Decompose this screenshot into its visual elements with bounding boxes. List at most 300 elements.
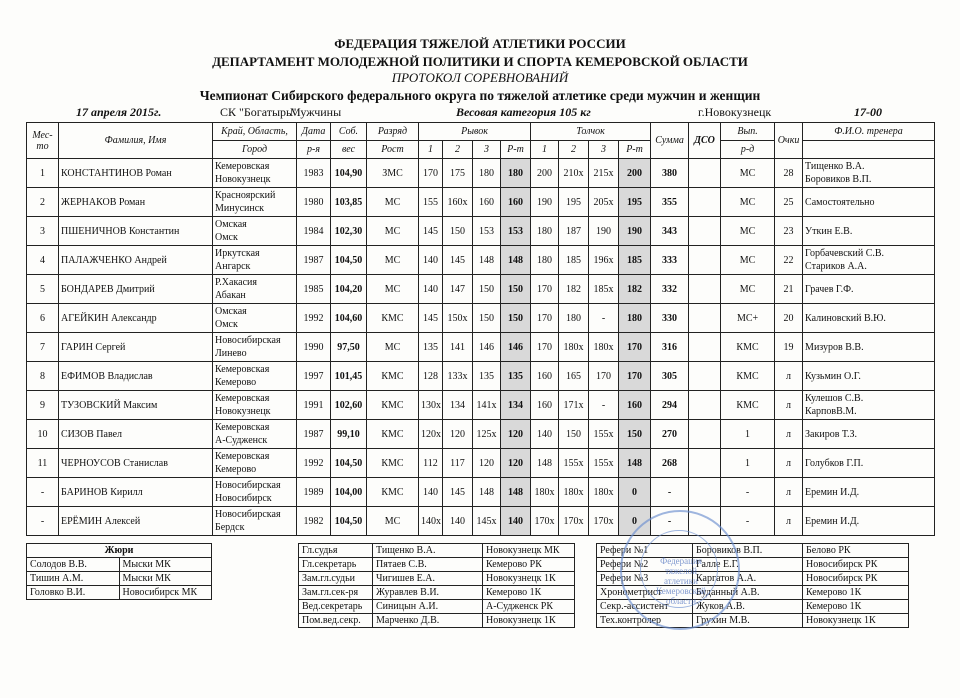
cell-s3: 148: [473, 246, 501, 275]
cell-region: Новосибирская: [215, 509, 281, 520]
cell-coach-2: КарповВ.М.: [805, 406, 857, 417]
referee-role: Тех.контролер: [597, 614, 693, 628]
cell-rank: МС: [367, 507, 419, 536]
header-championship: Чемпионат Сибирского федерального округа по тяжелой атлетике среди мужчин и женщин: [199, 88, 761, 103]
official-city: Новокузнецк 1К: [483, 614, 575, 628]
cell-dso: [689, 188, 721, 217]
cell-total: -: [651, 478, 689, 507]
cell-total: -: [651, 507, 689, 536]
table-row: [27, 304, 935, 333]
table-row: [27, 246, 935, 275]
jury-member-name: Солодов В.В.: [27, 558, 120, 572]
cell-coach: [803, 507, 935, 536]
cell-c2: 180: [559, 304, 589, 333]
cell-coach-1: Тищенко В.А.: [805, 161, 865, 172]
cell-dso: [689, 420, 721, 449]
cell-s1: 140: [419, 275, 443, 304]
referee-name: Боровиков В.П.: [693, 544, 803, 558]
cell-rank: МС: [367, 246, 419, 275]
cell-s2: 133х: [443, 362, 473, 391]
cell-coach-1: Еремин И.Д.: [805, 486, 860, 498]
cell-name: АГЕЙКИН Александр: [59, 304, 213, 333]
cell-c3: 180х: [589, 333, 619, 362]
official-role: Зам.гл.судьи: [299, 572, 373, 586]
cell-s3: 120: [473, 449, 501, 478]
cell-region: Омская: [215, 219, 247, 230]
cell-dob: 1985: [297, 275, 331, 304]
table-row: [27, 217, 935, 246]
cell-region: Иркутская: [215, 248, 260, 259]
jury-title: Жюри: [27, 544, 212, 558]
cell-coach-2: Боровиков В.П.: [805, 174, 872, 185]
cell-sr: 153: [501, 217, 531, 246]
cell-dso: [689, 217, 721, 246]
cell-cr: 180: [619, 304, 651, 333]
cell-name: ПШЕНИЧНОВ Константин: [59, 217, 213, 246]
cell-dob: 1992: [297, 304, 331, 333]
cell-total: 268: [651, 449, 689, 478]
col-dso: ДСО: [689, 123, 721, 159]
cell-ful: КМС: [721, 391, 775, 420]
referee-role: Хронометрист: [597, 586, 693, 600]
cell-c2: 182: [559, 275, 589, 304]
cell-sr: 135: [501, 362, 531, 391]
col-fulfilled: Вып.: [721, 123, 775, 141]
cell-rank: МС: [367, 217, 419, 246]
cell-dob: 1983: [297, 159, 331, 188]
cell-region: Красноярский: [215, 190, 276, 201]
cell-coach-1: Уткин Е.В.: [805, 225, 853, 237]
cell-s1: 140: [419, 478, 443, 507]
cell-c1: 180: [531, 217, 559, 246]
cell-c3: 185х: [589, 275, 619, 304]
meta-weight-class: Весовая категория 105 кг: [456, 105, 591, 119]
cell-s3: 141х: [473, 391, 501, 420]
cell-c1: 160: [531, 391, 559, 420]
cell-region-city: [213, 391, 297, 420]
table-row: [27, 333, 935, 362]
cell-place: 2: [27, 188, 59, 217]
cell-c1: 180: [531, 246, 559, 275]
cell-ful: 1: [721, 449, 775, 478]
cell-city: Омск: [215, 319, 238, 330]
cell-place: -: [27, 478, 59, 507]
cell-region: Новосибирская: [215, 335, 281, 346]
official-row: [299, 558, 575, 572]
cell-coach-1: Закиров Т.З.: [805, 428, 858, 440]
cell-pts: л: [775, 478, 803, 507]
cell-c1: 180х: [531, 478, 559, 507]
official-name: Пятаев С.В.: [373, 558, 483, 572]
referee-city: Белово РК: [803, 544, 909, 558]
cell-coach-1: Калиновский В.Ю.: [805, 312, 886, 324]
jury-member-name: Головко В.И.: [27, 586, 120, 600]
results-body: [27, 159, 935, 536]
cell-c2: 171х: [559, 391, 589, 420]
cell-c1: 190: [531, 188, 559, 217]
cell-s1: 145: [419, 304, 443, 333]
cell-region-city: [213, 420, 297, 449]
col-bw2: вес: [331, 141, 367, 159]
referee-name: Грухин М.В.: [693, 614, 803, 628]
cell-bw: 104,50: [331, 449, 367, 478]
cell-coach: [803, 217, 935, 246]
cell-s1: 128: [419, 362, 443, 391]
col-cj-2: 2: [559, 141, 589, 159]
cell-s1: 155: [419, 188, 443, 217]
table-row: [27, 275, 935, 304]
cell-sr: 140: [501, 507, 531, 536]
cell-total: 355: [651, 188, 689, 217]
cell-s1: 140: [419, 246, 443, 275]
cell-dso: [689, 478, 721, 507]
cell-region-city: [213, 449, 297, 478]
cell-bw: 102,60: [331, 391, 367, 420]
cell-place: 5: [27, 275, 59, 304]
cell-coach: [803, 304, 935, 333]
cell-s3: 150: [473, 304, 501, 333]
cell-coach-1: Голубков Г.П.: [805, 457, 864, 469]
cell-pts: л: [775, 507, 803, 536]
cell-c1: 160: [531, 362, 559, 391]
cell-cr: 170: [619, 333, 651, 362]
cell-coach-2: Стариков А.А.: [805, 261, 867, 272]
cell-sr: 120: [501, 449, 531, 478]
cell-s1: 140х: [419, 507, 443, 536]
cell-dso: [689, 275, 721, 304]
cell-c2: 180х: [559, 478, 589, 507]
cell-total: 380: [651, 159, 689, 188]
col-city: Город: [213, 141, 297, 159]
cell-cr: 190: [619, 217, 651, 246]
cell-s2: 175: [443, 159, 473, 188]
cell-bw: 101,45: [331, 362, 367, 391]
cell-c1: 170х: [531, 507, 559, 536]
cell-rank: КМС: [367, 478, 419, 507]
referee-role: Рефери №3: [597, 572, 693, 586]
cell-cr: 200: [619, 159, 651, 188]
cell-s2: 150х: [443, 304, 473, 333]
official-city: Новокузнецк 1К: [483, 572, 575, 586]
cell-dob: 1984: [297, 217, 331, 246]
cell-c3: 170: [589, 362, 619, 391]
cell-ful: -: [721, 478, 775, 507]
cell-pts: л: [775, 420, 803, 449]
cell-c2: 180х: [559, 333, 589, 362]
cell-ful: МС: [721, 275, 775, 304]
col-name: Фамилия, Имя: [59, 123, 213, 159]
cell-ful: МС+: [721, 304, 775, 333]
cell-dob: 1992: [297, 449, 331, 478]
cell-rank: КМС: [367, 449, 419, 478]
cell-region-city: [213, 275, 297, 304]
col-snatch: Рывок: [419, 123, 531, 141]
cell-place: 8: [27, 362, 59, 391]
meta-date: 17 апреля 2015г.: [76, 105, 162, 119]
cell-c3: 155х: [589, 449, 619, 478]
col-snatch-1: 1: [419, 141, 443, 159]
cell-name: ЕРЁМИН Алексей: [59, 507, 213, 536]
cell-name: ЖЕРНАКОВ Роман: [59, 188, 213, 217]
cell-pts: 19: [775, 333, 803, 362]
cell-coach-1: Грачев Г.Ф.: [805, 283, 854, 295]
cell-dso: [689, 449, 721, 478]
cell-region-city: [213, 159, 297, 188]
cell-s2: 160х: [443, 188, 473, 217]
cell-cr: 160: [619, 391, 651, 420]
referee-city: Новосибирск РК: [803, 572, 909, 586]
col-dob: Дата: [297, 123, 331, 141]
cell-total: 333: [651, 246, 689, 275]
referee-name: Каргатов А.А.: [693, 572, 803, 586]
header-federation: ФЕДЕРАЦИЯ ТЯЖЕЛОЙ АТЛЕТИКИ РОССИИ: [334, 36, 626, 51]
official-name: Марченко Д.В.: [373, 614, 483, 628]
cell-city: Новокузнецк: [215, 174, 271, 185]
official-city: Кемерово 1К: [483, 586, 575, 600]
cell-dob: 1987: [297, 420, 331, 449]
cell-ful: КМС: [721, 333, 775, 362]
cell-pts: л: [775, 391, 803, 420]
cell-city: Бердск: [215, 522, 245, 533]
cell-s3: 150: [473, 275, 501, 304]
cell-ful: -: [721, 507, 775, 536]
cell-c1: 148: [531, 449, 559, 478]
cell-city: Кемерово: [215, 377, 257, 388]
cell-region-city: [213, 246, 297, 275]
official-row: [299, 586, 575, 600]
cell-place: 9: [27, 391, 59, 420]
cell-total: 305: [651, 362, 689, 391]
header-protocol: ПРОТОКОЛ СОРЕВНОВАНИЙ: [391, 70, 569, 85]
cell-cr: 170: [619, 362, 651, 391]
cell-total: 294: [651, 391, 689, 420]
cell-cr: 182: [619, 275, 651, 304]
cell-bw: 104,20: [331, 275, 367, 304]
cell-c1: 170: [531, 275, 559, 304]
col-cj-result: Р-т: [619, 141, 651, 159]
cell-s1: 170: [419, 159, 443, 188]
cell-s2: 120: [443, 420, 473, 449]
cell-ful: 1: [721, 420, 775, 449]
cell-total: 330: [651, 304, 689, 333]
cell-s1: 112: [419, 449, 443, 478]
cell-ful: КМС: [721, 362, 775, 391]
header-department: ДЕПАРТАМЕНТ МОЛОДЕЖНОЙ ПОЛИТИКИ И СПОРТА КЕМЕРОВСКОЙ ОБЛАСТИ: [212, 54, 748, 69]
cell-region-city: [213, 362, 297, 391]
cell-name: БАРИНОВ Кирилл: [59, 478, 213, 507]
col-place: Мес-то: [27, 123, 59, 159]
cell-city: Линево: [215, 348, 247, 359]
cell-c2: 185: [559, 246, 589, 275]
official-city: Кемерово РК: [483, 558, 575, 572]
cell-coach: [803, 449, 935, 478]
official-city: Новокузнецк МК: [483, 544, 575, 558]
meta-gender: Мужчины: [290, 105, 342, 119]
cell-region: Кемеровская: [215, 161, 270, 172]
cell-ful: МС: [721, 217, 775, 246]
cell-region-city: [213, 478, 297, 507]
col-rank: Разряд: [367, 123, 419, 141]
cell-c3: 180х: [589, 478, 619, 507]
cell-coach-1: Горбачевский С.В.: [805, 248, 885, 259]
official-name: Чигишев Е.А.: [373, 572, 483, 586]
cell-place: -: [27, 507, 59, 536]
official-role: Гл.секретарь: [299, 558, 373, 572]
cell-name: ПАЛАЖЧЕНКО Андрей: [59, 246, 213, 275]
cell-dso: [689, 333, 721, 362]
cell-coach: [803, 333, 935, 362]
jury-member-city: Мыски МК: [119, 572, 212, 586]
organization-stamp: [620, 510, 740, 630]
cell-cr: 148: [619, 449, 651, 478]
referee-city: Новокузнецк 1К: [803, 614, 909, 628]
cell-bw: 104,50: [331, 507, 367, 536]
col-height: Рост: [367, 141, 419, 159]
cell-s3: 148: [473, 478, 501, 507]
cell-dob: 1991: [297, 391, 331, 420]
meta-venue: СК "Богатырь": [220, 105, 297, 119]
cell-sr: 160: [501, 188, 531, 217]
official-role: Гл.судья: [299, 544, 373, 558]
cell-c2: 170х: [559, 507, 589, 536]
cell-cr: 150: [619, 420, 651, 449]
cell-s3: 160: [473, 188, 501, 217]
official-name: Журавлев В.И.: [373, 586, 483, 600]
cell-sr: 150: [501, 304, 531, 333]
col-total: Сумма: [651, 123, 689, 159]
col-points: Очки: [775, 123, 803, 159]
cell-city: Новосибирск: [215, 493, 272, 504]
cell-c1: 170: [531, 333, 559, 362]
cell-pts: л: [775, 362, 803, 391]
cell-c1: 170: [531, 304, 559, 333]
jury-member-city: Новосибирск МК: [119, 586, 212, 600]
col-snatch-result: Р-т: [501, 141, 531, 159]
cell-region-city: [213, 333, 297, 362]
cell-s1: 130х: [419, 391, 443, 420]
cell-coach: [803, 420, 935, 449]
results-table: [26, 122, 935, 536]
cell-coach-1: Кулешов С.В.: [805, 393, 864, 404]
cell-s2: 134: [443, 391, 473, 420]
official-name: Тищенко В.А.: [373, 544, 483, 558]
cell-pts: 20: [775, 304, 803, 333]
cell-ful: МС: [721, 159, 775, 188]
cell-c2: 187: [559, 217, 589, 246]
col-fulfilled2: р-д: [721, 141, 775, 159]
cell-s3: 125х: [473, 420, 501, 449]
official-row: [299, 614, 575, 628]
col-dob2: р-я: [297, 141, 331, 159]
cell-coach: [803, 478, 935, 507]
cell-total: 270: [651, 420, 689, 449]
cell-c3: 190: [589, 217, 619, 246]
col-coach-blank: [803, 141, 935, 159]
col-snatch-2: 2: [443, 141, 473, 159]
referee-name: Галле Е.Г.: [693, 558, 803, 572]
cell-cr: 0: [619, 478, 651, 507]
cell-coach: [803, 159, 935, 188]
cell-rank: МС: [367, 333, 419, 362]
col-bw: Соб.: [331, 123, 367, 141]
cell-bw: 102,30: [331, 217, 367, 246]
cell-s1: 120х: [419, 420, 443, 449]
cell-city: Минусинск: [215, 203, 265, 214]
referee-name: Жуков А.В.: [693, 600, 803, 614]
cell-city: Абакан: [215, 290, 246, 301]
cell-place: 1: [27, 159, 59, 188]
cell-s2: 145: [443, 246, 473, 275]
official-name: Синицын А.И.: [373, 600, 483, 614]
jury-table: [26, 543, 212, 600]
cell-dob: 1990: [297, 333, 331, 362]
cell-s2: 145: [443, 478, 473, 507]
cell-c1: 140: [531, 420, 559, 449]
cell-dso: [689, 159, 721, 188]
cell-dob: 1982: [297, 507, 331, 536]
cell-s3: 180: [473, 159, 501, 188]
cell-rank: КМС: [367, 362, 419, 391]
cell-city: Омск: [215, 232, 238, 243]
cell-coach-1: Мизуров В.В.: [805, 341, 864, 353]
referee-role: Рефери №2: [597, 558, 693, 572]
col-snatch-3: 3: [473, 141, 501, 159]
table-row: [27, 188, 935, 217]
cell-ful: МС: [721, 246, 775, 275]
cell-c3: -: [589, 391, 619, 420]
cell-place: 11: [27, 449, 59, 478]
cell-c3: 196х: [589, 246, 619, 275]
jury-member-city: Мыски МК: [119, 558, 212, 572]
cell-sr: 120: [501, 420, 531, 449]
cell-sr: 134: [501, 391, 531, 420]
cell-region: Новосибирская: [215, 480, 281, 491]
cell-dso: [689, 391, 721, 420]
cell-dob: 1989: [297, 478, 331, 507]
cell-s2: 150: [443, 217, 473, 246]
cell-city: Кемерово: [215, 464, 257, 475]
cell-c2: 195: [559, 188, 589, 217]
cell-rank: МС: [367, 275, 419, 304]
official-role: Зам.гл.сек-ря: [299, 586, 373, 600]
cell-pts: 21: [775, 275, 803, 304]
cell-cr: 195: [619, 188, 651, 217]
stamp-text: Федерация тяжелой атлетики Кемеровской области: [656, 556, 706, 606]
cell-coach: [803, 362, 935, 391]
cell-region-city: [213, 188, 297, 217]
cell-bw: 104,00: [331, 478, 367, 507]
col-cj: Толчок: [531, 123, 651, 141]
jury-member-name: Тишин А.М.: [27, 572, 120, 586]
referee-role: Рефери №1: [597, 544, 693, 558]
official-role: Пом.вед.секр.: [299, 614, 373, 628]
cell-city: Ангарск: [215, 261, 251, 272]
cell-region-city: [213, 217, 297, 246]
official-role: Вед.секретарь: [299, 600, 373, 614]
cell-region: Р.Хакасия: [215, 277, 258, 288]
cell-s2: 117: [443, 449, 473, 478]
table-row: [27, 449, 935, 478]
cell-name: ЕФИМОВ Владислав: [59, 362, 213, 391]
cell-region: Кемеровская: [215, 451, 270, 462]
cell-region: Омская: [215, 306, 247, 317]
official-row: [299, 544, 575, 558]
col-cj-1: 1: [531, 141, 559, 159]
cell-bw: 104,60: [331, 304, 367, 333]
cell-cr: 0: [619, 507, 651, 536]
cell-sr: 150: [501, 275, 531, 304]
cell-pts: 28: [775, 159, 803, 188]
